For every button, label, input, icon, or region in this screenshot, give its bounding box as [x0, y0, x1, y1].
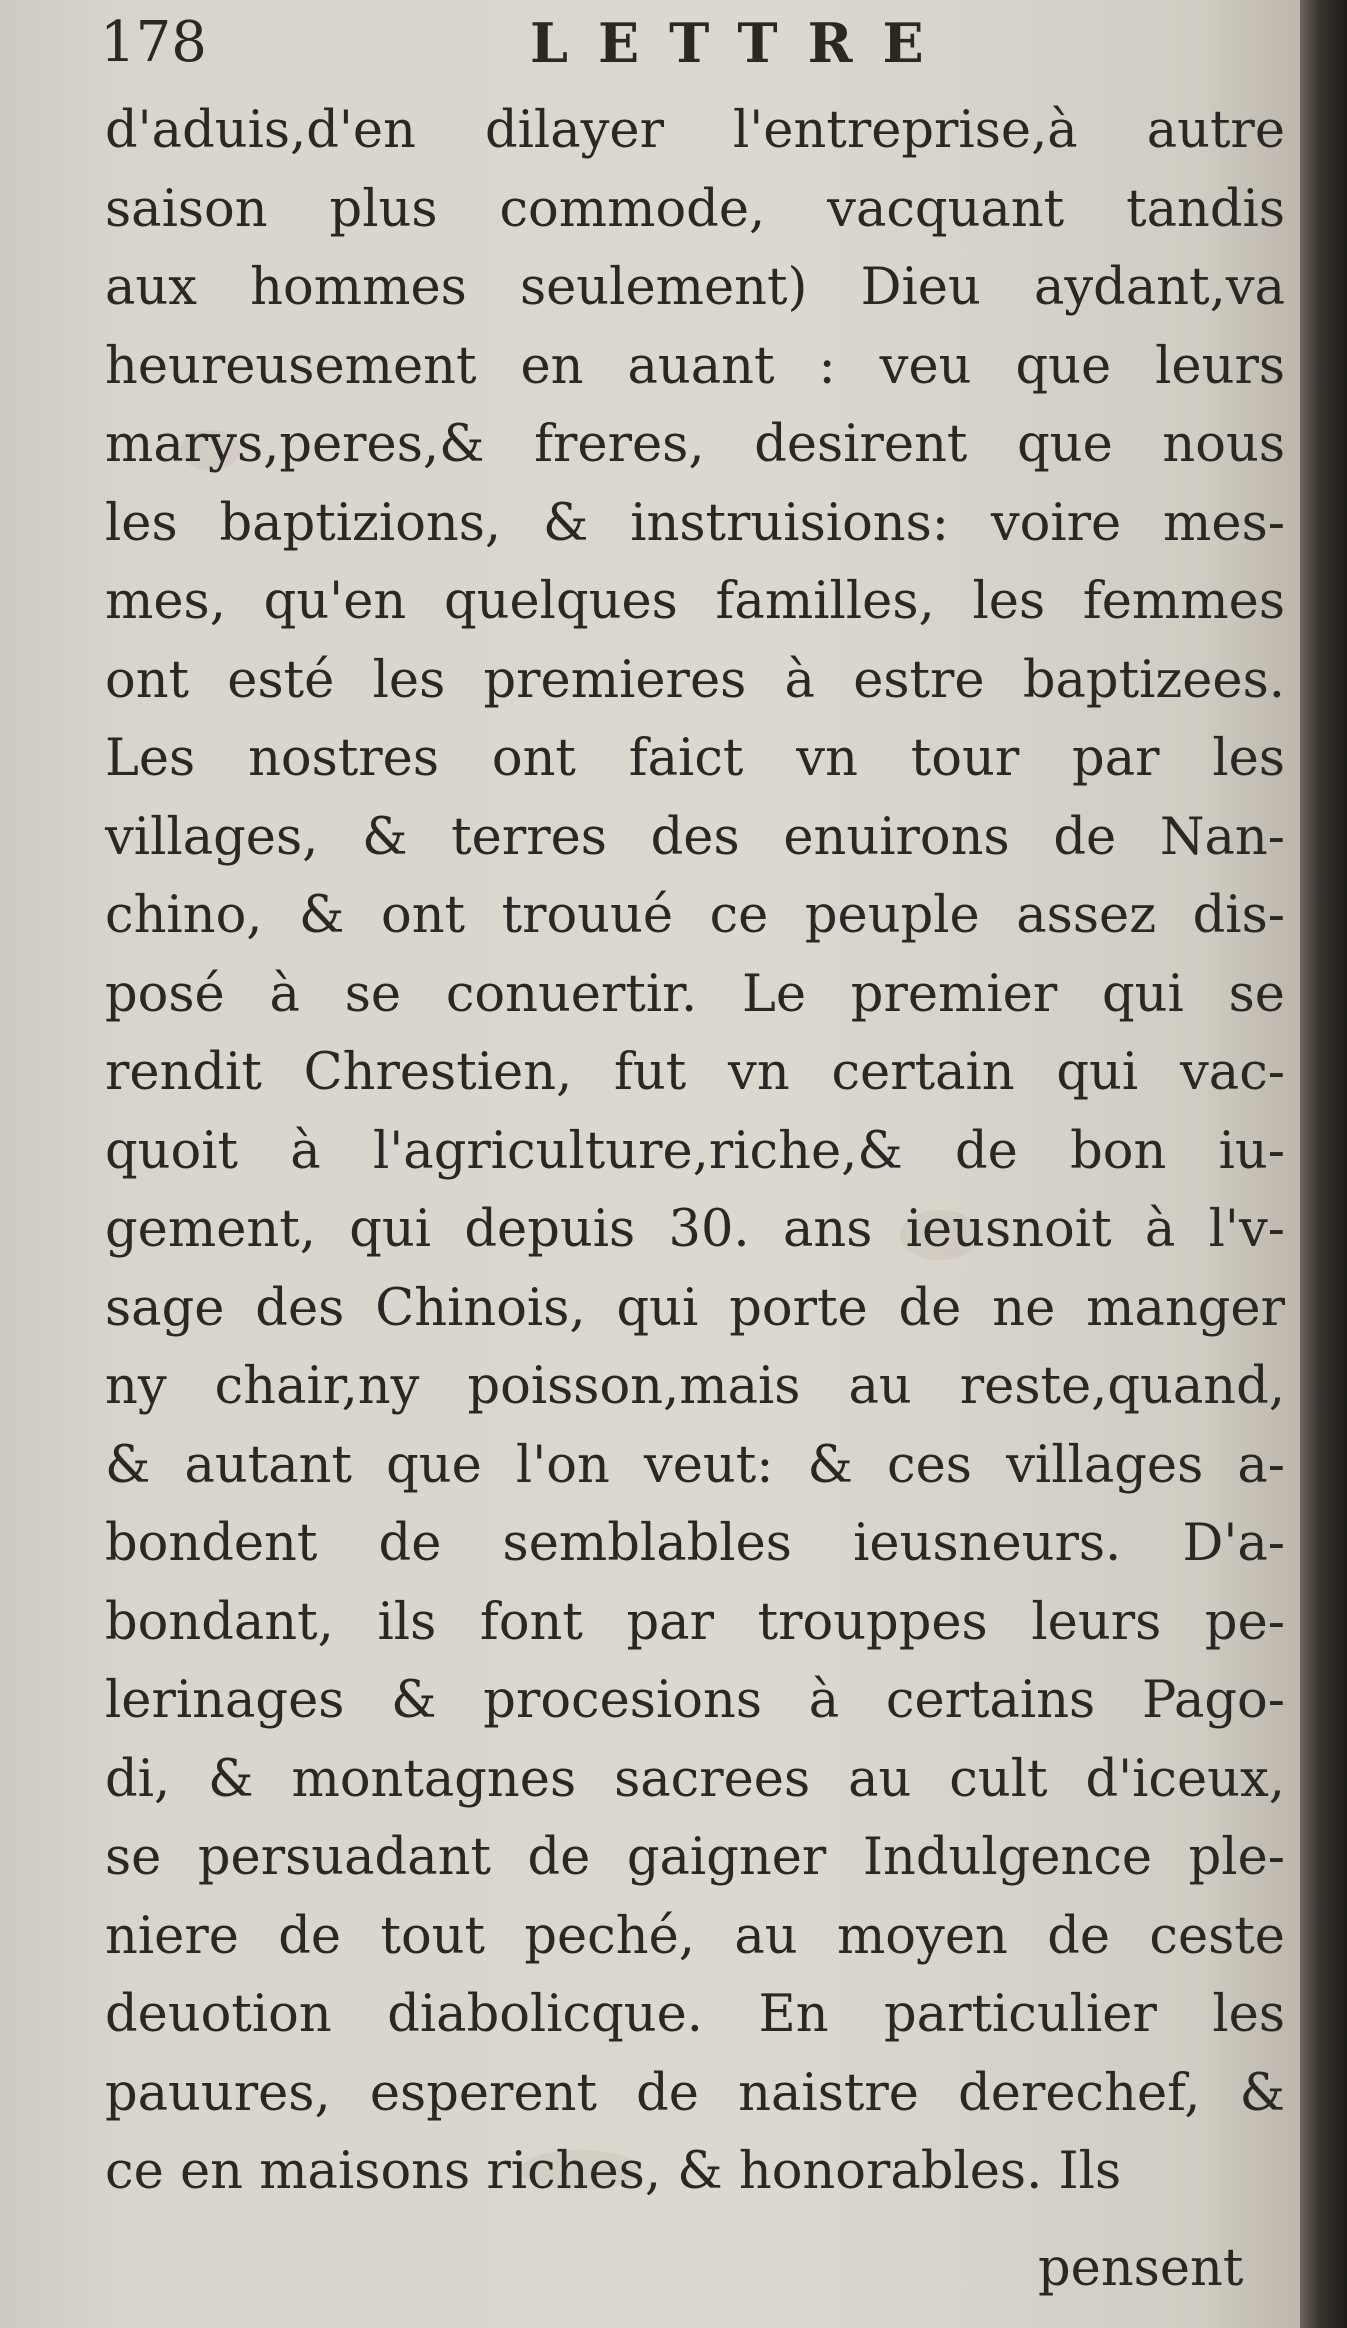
text-line: gement, qui depuis 30. ans ieusnoit à l'v- [105, 1200, 1285, 1259]
text-line: chino, & ont trouué ce peuple assez dis- [105, 886, 1285, 945]
text-line: ny chair,ny poisson,mais au reste,quand, [105, 1357, 1285, 1416]
running-head: LETTRE [530, 11, 954, 75]
text-line: villages, & terres des enuirons de Nan- [105, 807, 1285, 867]
text-line: rendit Chrestien, fut vn certain qui vac- [105, 1043, 1285, 1102]
text-line: di, & montagnes sacrees au cult d'iceux, [105, 1749, 1285, 1809]
page-header [100, 8, 1220, 78]
text-line: d'aduis,d'en dilayer l'entreprise,à autre [105, 101, 1285, 160]
text-line: quoit à l'agriculture,riche,& de bon iu- [105, 1121, 1285, 1181]
text-line: lerinages & procesions à certains Pago- [105, 1671, 1285, 1730]
text-line: marys,peres,& freres, desirent que nous [105, 415, 1285, 474]
text-line: mes, qu'en quelques familles, les femmes [105, 572, 1285, 631]
letter-text [105, 92, 1285, 2212]
text-line: posé à se conuertir. Le premier qui se [105, 964, 1285, 1024]
text-line: & autant que l'on veut: & ces villages a- [105, 1435, 1285, 1495]
catchword: pensent [1038, 2239, 1244, 2298]
text-line: aux hommes seulement) Dieu aydant,va [105, 258, 1285, 317]
text-line: se persuadant de gaigner Indulgence ple- [105, 1828, 1285, 1887]
text-line: les baptizions, & instruisions: voire mes- [105, 493, 1285, 553]
text-line: Les nostres ont faict vn tour par les [105, 729, 1285, 788]
text-line: bondant, ils font par trouppes leurs pe- [105, 1592, 1285, 1652]
text-line: heureusement en auant : veu que leurs [105, 336, 1285, 396]
text-line: bondent de semblables ieusneurs. D'a- [105, 1514, 1285, 1573]
page-number: 178 [100, 10, 207, 75]
text-line: ce en maisons riches, & honorables. Ils [105, 2142, 1122, 2201]
text-line: ont esté les premieres à estre baptizees. [105, 650, 1285, 710]
text-line: sage des Chinois, qui porte de ne manger [105, 1278, 1285, 1338]
text-line: niere de tout peché, au moyen de ceste [105, 1906, 1285, 1966]
book-gutter-shadow [1300, 0, 1347, 2328]
text-line: pauures, esperent de naistre derechef, & [105, 2063, 1285, 2123]
text-line: deuotion diabolicque. En particulier les [105, 1985, 1285, 2044]
text-line: saison plus commode, vacquant tandis [105, 179, 1285, 239]
